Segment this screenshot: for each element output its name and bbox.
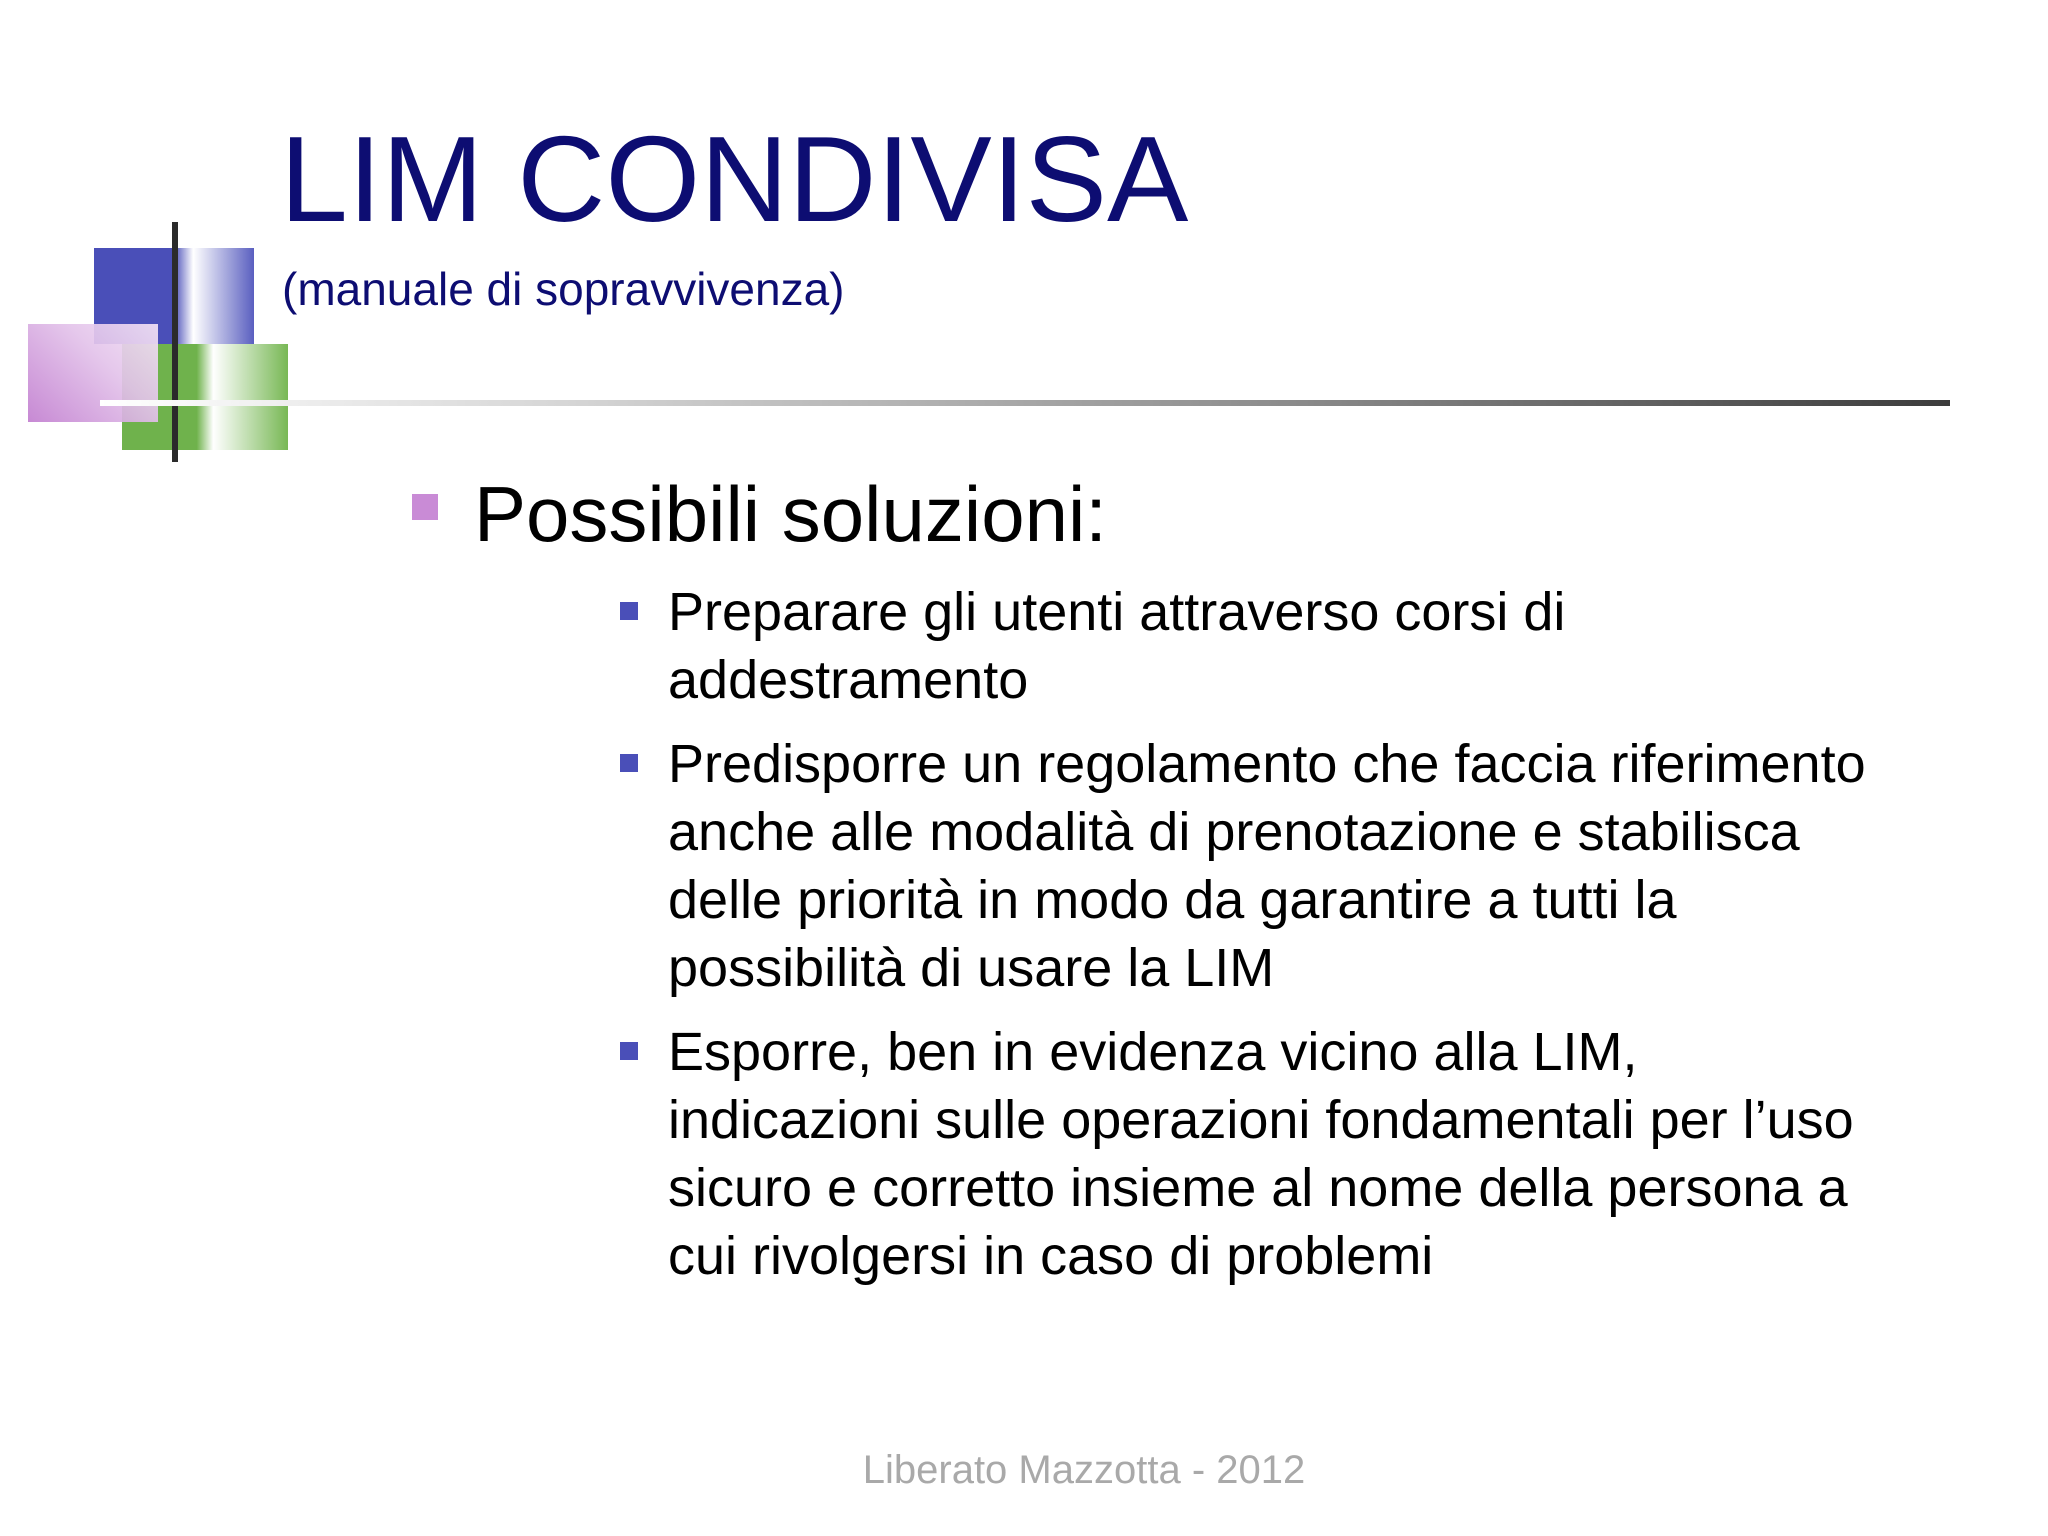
level1-bullet-icon xyxy=(412,494,438,520)
list-item-text: Predisporre un regolamento che faccia riferimento anche alle modalità di prenotazione e stabilisca delle priorità in modo da garantire a tutti la possibilità di usare la LIM xyxy=(668,734,1866,998)
level2-bullet-icon xyxy=(620,602,638,620)
list-item xyxy=(620,730,1960,1002)
title-divider-line xyxy=(100,400,1950,406)
list-item-text: Esporre, ben in evidenza vicino alla LIM, indicazioni sulle operazioni fondamentali per l’uso sicuro e corretto insieme al nome della persona a cui rivolgersi in caso di problemi xyxy=(668,1022,1854,1286)
slide-footer: Liberato Mazzotta - 2012 xyxy=(862,1448,1306,1492)
list-item xyxy=(620,1018,1960,1290)
vertical-rule-decoration xyxy=(172,222,178,462)
pink-square-decoration xyxy=(28,324,158,422)
section-heading: Possibili soluzioni: xyxy=(474,470,1107,558)
decorative-squares-logo xyxy=(0,0,300,480)
slide-subtitle: (manuale di sopravvivenza) xyxy=(282,263,845,315)
level2-bullet-icon xyxy=(620,1042,638,1060)
list-item xyxy=(620,578,1960,714)
level2-bullet-icon xyxy=(620,754,638,772)
list-item-text: Preparare gli utenti attraverso corsi di addestramento xyxy=(668,582,1566,710)
slide-title: LIM CONDIVISA xyxy=(280,111,1189,247)
